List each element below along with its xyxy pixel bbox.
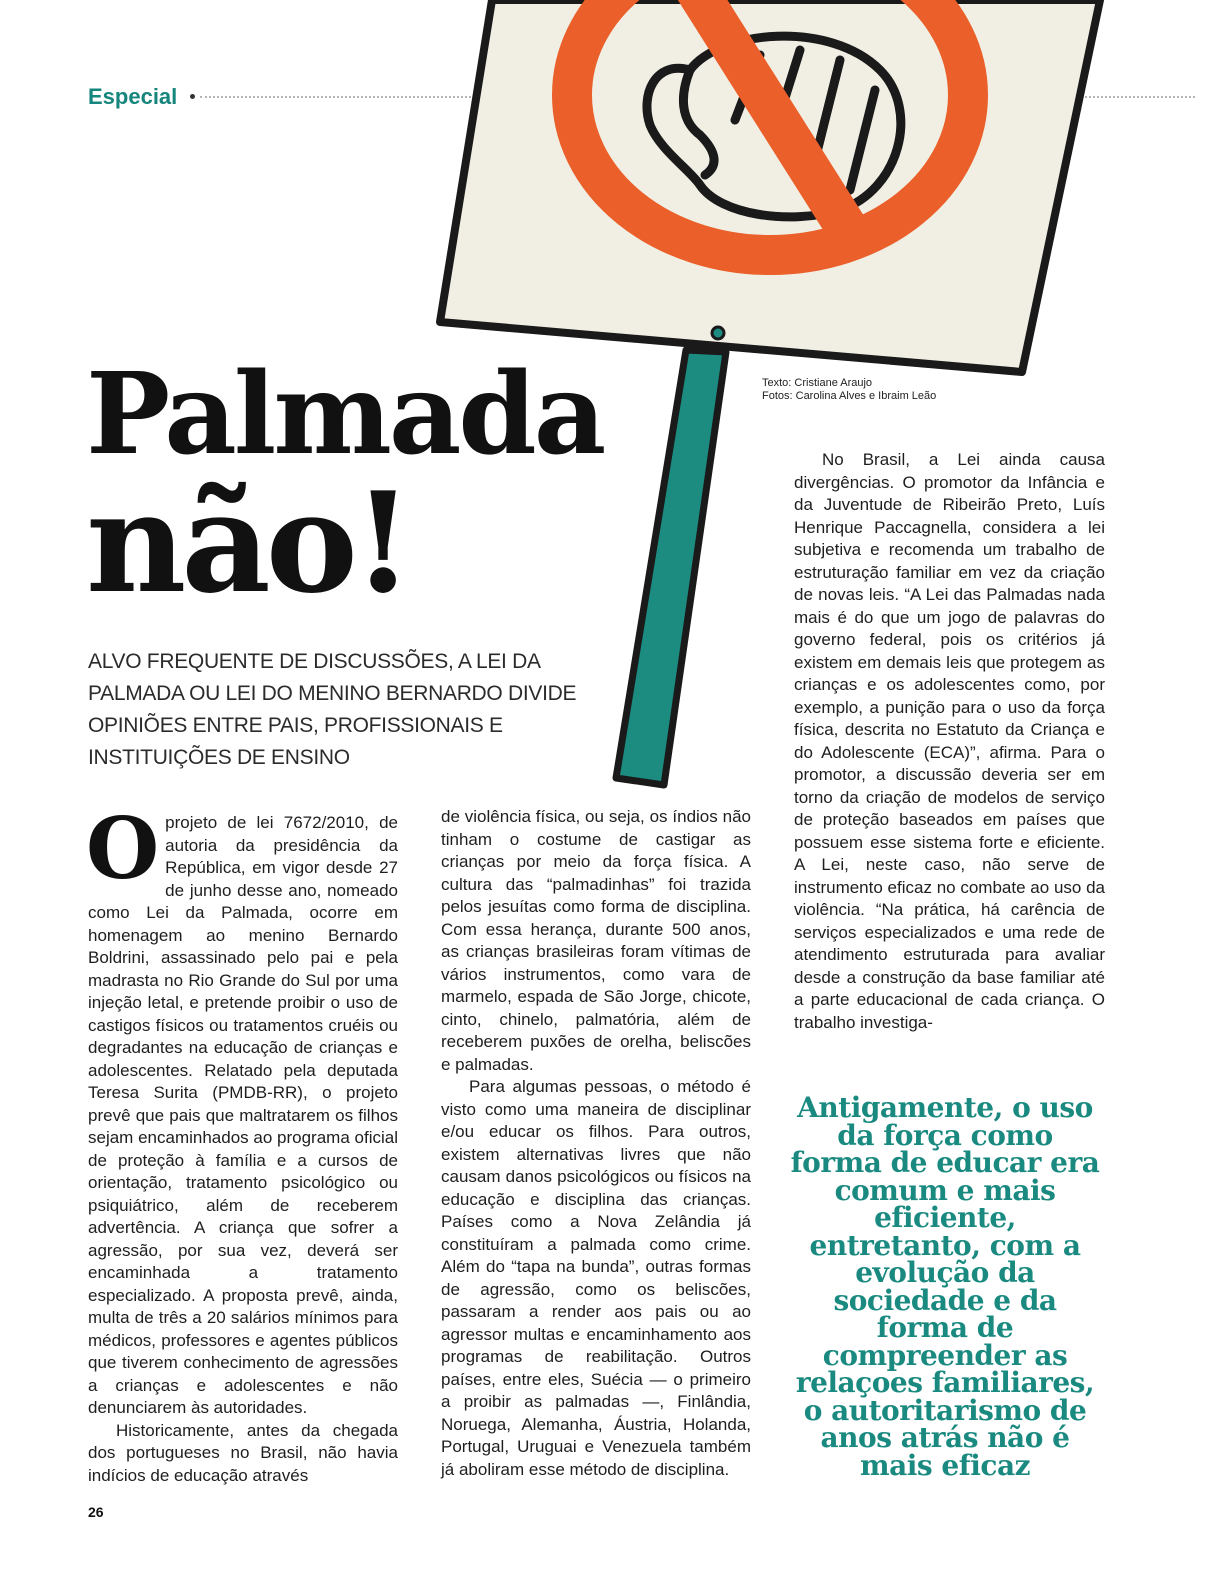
paragraph: Para algumas pessoas, o método é visto como uma maneira de disciplinar e/ou educar os filhos. Para outros, existem alternativas livres que não causam danos psicológicos ou físicos na educação e disciplina das crianças. Países como a Nova Zelândia já constituíram a palmada como crime. Além do “tapa na bunda”, outras formas de agressão, como os beliscões, passaram a render aos pais ou ao agressor multas e encaminhamento aos programas de reabilitação. Outros países, entre eles, Suécia — o primeiro a proibir as palmadas —, Finlândia, Noruega, Alemanha, Áustria, Holanda, Portugal, Uruguai e Venezuela também já aboliram esse método de disciplina. (441, 1077, 751, 1479)
paragraph (86, 799, 398, 1420)
paragraph: de violência física, ou seja, os índios não tinham o costume de castigar as crianças por meio da força física. A cultura das “palmadinhas” foi trazida pelos jesuítas como forma de disciplina. Com essa herança, durante 500 anos, as crianças brasileiras foram vítimas de vários instrumentos, como vara de marmelo, espada de São Jorge, chicote, cinto, chinelo, palmatória, além de receberem puxões de orelha, beliscões e palmadas. (441, 807, 751, 1074)
paragraph: Historicamente, antes da chegada dos portugueses no Brasil, não havia indícios de educação através (88, 1420, 398, 1485)
sign-nail (712, 327, 724, 339)
sign-stick (616, 350, 726, 785)
paragraph: No Brasil, a Lei ainda causa divergências. O promotor da Infância e da Juventude de Ribeirão Preto, Luís Henrique Paccagnella, considera a lei subjetiva e recomenda um trabalho de estruturação familiar em vez da criação de novas leis. “A Lei das Palmadas nada mais é do que um jogo de palavras do governo federal, pois os critérios já existem em demais leis que protegem as crianças e os adolescentes como, por exemplo, a punição para o uso da força física, descrita no Estatuto da Criança e do Adolescente (ECA)”, afirma. Para o promotor, a discussão deveria ser em torno da criação de modelos de serviço de proteção baseados em países que possuem esse sistema forte e eficiente. A Lei, neste caso, não serve de instrumento eficaz no combate ao uso da violência. “Na prática, há carência de serviços especializados e uma rede de atendimento estruturada para avaliar desde a construção da base familiar até a parte educacional de cada criança. O trabalho investiga- (794, 450, 1105, 1032)
headline-line-2: não! (86, 461, 409, 624)
article-column-1 (86, 799, 398, 1487)
article-column-2 (441, 806, 751, 1481)
headline (86, 349, 606, 624)
standfirst: ALVO FREQUENTE DE DISCUSSÕES, A LEI DA PALMADA OU LEI DO MENINO BERNARDO DIVIDE OPINIÕES ENTRE PAIS, PROFISSIONAIS E INSTITUIÇÕES DE ENSINO (88, 650, 577, 769)
headline-line-1: Palmada (86, 349, 604, 480)
text-credit: Texto: Cristiane Araujo (762, 377, 873, 389)
sign-board (440, 0, 1100, 372)
paragraph-text: projeto de lei 7672/2010, de autoria da presidência da República, em vigor desde 27 de junho desse ano, nomeado como Lei da Palmada, ocorre em homenagem ao menino Bernardo Boldrini, assassinado pelo pai e pela madrasta no Rio Grande do Sul por uma injeção letal, e pretende proibir o uso de castigos físicos ou tratamentos cruéis ou degradantes na educação de crianças e adolescentes. Relatado pela deputada Teresa Surita (PMDB-RR), o projeto prevê que pais que maltratarem os filhos sejam encaminhados ao programa oficial de proteção à família e a cursos de orientação, tratamento psicológico ou psiquiátrico, além de receberem advertência. A criança que sofrer a agressão, por sua vez, deverá ser encaminhada a tratamento especializado. A proposta prevê, ainda, multa de três a 20 salários mínimos para médicos, professores e agentes públicos que tiverem conhecimento de agressões a crianças e adolescentes e não denunciarem às autoridades. (88, 813, 398, 1417)
photo-credits (762, 377, 936, 403)
photo-credit: Fotos: Carolina Alves e Ibraim Leão (762, 390, 937, 402)
page-number: 26 (88, 1504, 104, 1520)
section-tag: Especial (88, 84, 178, 109)
pull-quote: Antigamente, o uso da força como forma de educar era comum e mais eficiente, entretanto, com a evolução da sociedade e da forma de compreender as relaçoes familiares, o autoritarismo de anos atrás não é mais eficaz (790, 1091, 1100, 1482)
section-tag-bullet (190, 94, 195, 99)
article-column-3 (794, 449, 1105, 1034)
drop-cap: O (86, 799, 160, 898)
